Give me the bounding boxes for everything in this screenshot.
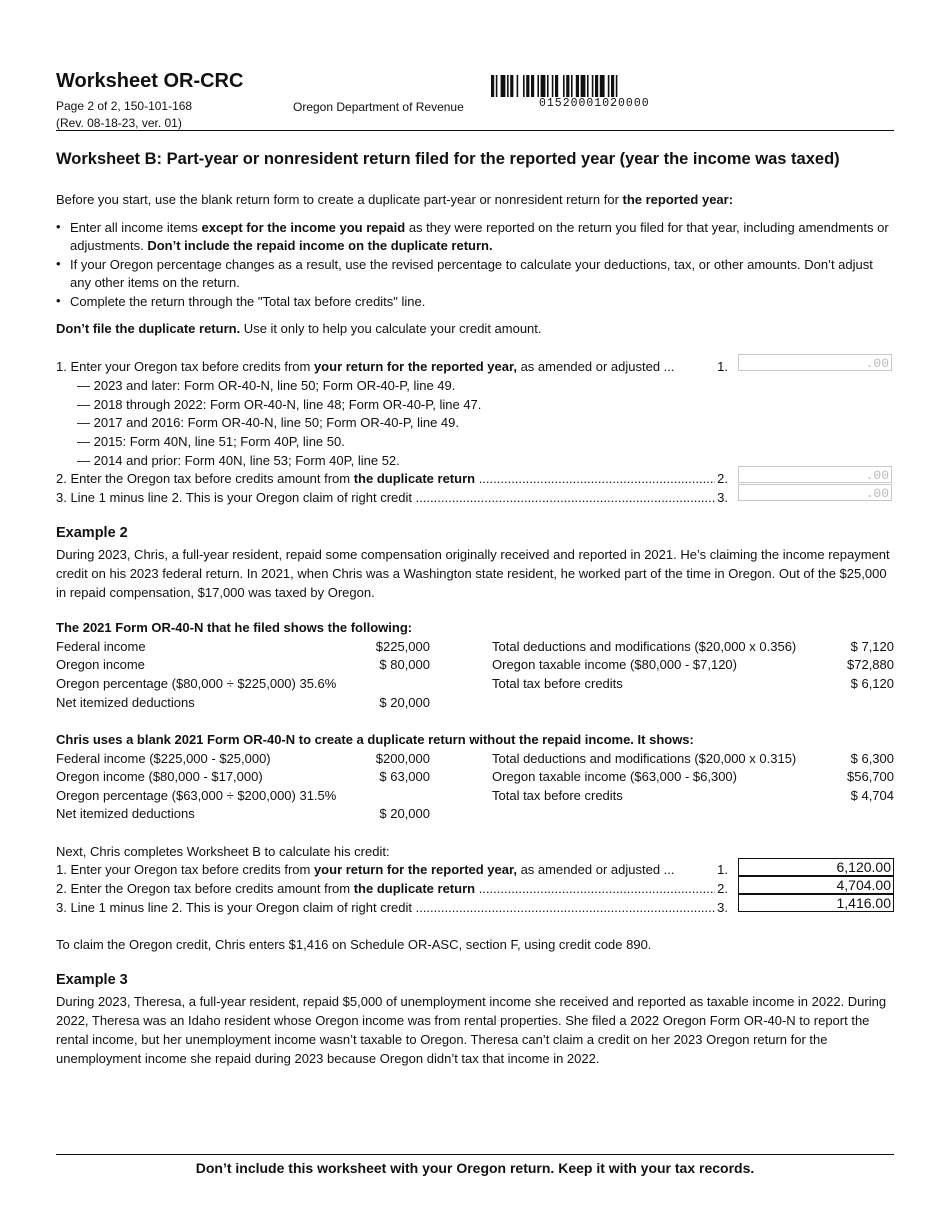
table-label: Total deductions and modifications ($20,000 x 0.315)	[492, 751, 797, 766]
table-value: $ 20,000	[379, 806, 430, 821]
table-label: Net itemized deductions	[56, 806, 195, 821]
table-label: Oregon taxable income ($63,000 - $6,300)	[492, 769, 737, 784]
table-value: $225,000	[375, 639, 430, 654]
table-label: Oregon percentage ($63,000 ÷ $200,000) 31.5%	[56, 788, 337, 803]
table-1-heading: The 2021 Form OR-40-N that he filed shows the following:	[56, 620, 413, 635]
next-step-text: Next, Chris completes Worksheet B to calculate his credit:	[56, 844, 390, 859]
example-line-2: 2. Enter the Oregon tax before credits amount from the duplicate return ..... 2.	[56, 881, 728, 896]
example-line-1-amount: 6,120.00	[738, 858, 894, 876]
table-label: Federal income	[56, 639, 146, 654]
worksheet-line-3: 3. Line 1 minus line 2. This is your Oregon claim of right credit ..... 3.	[56, 490, 728, 505]
table-value: $ 6,300	[850, 751, 894, 766]
line-1-note: — 2018 through 2022: Form OR-40-N, line 48; Form OR-40-P, line 47.	[77, 397, 482, 412]
line-1-note: — 2014 and prior: Form 40N, line 53; Form 40P, line 52.	[77, 453, 400, 468]
example-3-paragraph: During 2023, Theresa, a full-year resident, repaid $5,000 of unemployment income she received and reported as taxable income in 2022. During 2022, Theresa was an Idaho resident whose Oregon income was from rental properties. She filed a 2022 Oregon Form OR-40-N to report the rental income, but her unemployment income wasn’t taxable to Oregon. Theresa can’t claim a credit on her 2023 Oregon return for the unemployment income she repaid during 2023 because Oregon didn’t tax that income in 2022.	[56, 994, 887, 1066]
table-value: $56,700	[847, 769, 894, 784]
header-divider	[56, 130, 894, 131]
example-line-2-amount: 4,704.00	[738, 876, 894, 894]
table-label: Total tax before credits	[492, 676, 623, 691]
agency-name: Oregon Department of Revenue	[293, 100, 464, 114]
revision-info: (Rev. 08-18-23, ver. 01)	[56, 116, 182, 130]
bullet-item: • If your Oregon percentage changes as a result, use the revised percentage to calculate your deductions, tax, or other amounts. Don’t adjust any other items on the return.	[56, 256, 873, 290]
table-label: Oregon taxable income ($80,000 - $7,120)	[492, 657, 737, 672]
worksheet-line-1: 1. Enter your Oregon tax before credits from your return for the reported year, as amended or adjusted ... 1.	[56, 359, 728, 374]
dont-file-note: Don’t file the duplicate return. Use it only to help you calculate your credit amount.	[56, 321, 542, 336]
table-label: Oregon percentage ($80,000 ÷ $225,000) 35.6%	[56, 676, 337, 691]
table-label: Total tax before credits	[492, 788, 623, 803]
example-line-1: 1. Enter your Oregon tax before credits from your return for the reported year, as amended or adjusted ... 1.	[56, 862, 728, 877]
footer-divider	[56, 1154, 894, 1155]
worksheet-b-heading: Worksheet B: Part-year or nonresident return filed for the reported year (year the income was taxed)	[56, 150, 840, 168]
bullet-item: • Enter all income items except for the income you repaid as they were reported on the return you filed for that year, including amendments or adjustments. Don’t include the repaid income on the duplicate return.	[56, 219, 889, 253]
line-1-note: — 2015: Form 40N, line 51; Form 40P, line 50.	[77, 434, 345, 449]
intro-text: Before you start, use the blank return form to create a duplicate part-year or nonresident return for the reported year:	[56, 192, 734, 207]
worksheet-line-2: 2. Enter the Oregon tax before credits amount from the duplicate return ..... 2.	[56, 471, 728, 486]
table-value: $200,000	[375, 751, 430, 766]
line-2-amount-input[interactable]: .00	[738, 466, 892, 483]
table-value: $ 7,120	[850, 639, 894, 654]
example-3-heading: Example 3	[56, 972, 128, 988]
barcode	[491, 75, 703, 97]
table-label: Oregon income	[56, 657, 145, 672]
line-1-amount-input[interactable]: .00	[738, 354, 892, 371]
table-value: $ 6,120	[850, 676, 894, 691]
table-value: $ 4,704	[850, 788, 894, 803]
table-label: Net itemized deductions	[56, 695, 195, 710]
footer-note: Don’t include this worksheet with your Oregon return. Keep it with your tax records.	[195, 1160, 755, 1176]
example-2-heading: Example 2	[56, 525, 128, 541]
table-2-heading: Chris uses a blank 2021 Form OR-40-N to create a duplicate return without the repaid income. It shows:	[56, 732, 694, 747]
example-line-3: 3. Line 1 minus line 2. This is your Oregon claim of right credit ..... 3.	[56, 900, 728, 915]
table-label: Federal income ($225,000 - $25,000)	[56, 751, 271, 766]
example-2-paragraph: During 2023, Chris, a full-year resident, repaid some compensation originally received and reported in 2021. He’s claiming the income repayment credit on his 2023 federal return. In 2021, when Chris was a Washington state resident, he worked part of the time in Oregon. Out of the $25,000 in repaid compensation, $17,000 was taxed by Oregon.	[56, 547, 890, 600]
barcode-number: 01520001020000	[539, 97, 650, 110]
page-info: Page 2 of 2, 150-101-168	[56, 99, 193, 113]
line-3-amount-input[interactable]: .00	[738, 484, 892, 501]
claim-text: To claim the Oregon credit, Chris enters $1,416 on Schedule OR-ASC, section F, using credit code 890.	[56, 937, 652, 952]
bullet-item: • Complete the return through the "Total tax before credits" line.	[56, 293, 426, 309]
table-label: Total deductions and modifications ($20,000 x 0.356)	[492, 639, 797, 654]
table-value: $ 63,000	[379, 769, 430, 784]
table-value: $ 20,000	[379, 695, 430, 710]
line-1-note: — 2017 and 2016: Form OR-40-N, line 50; Form OR-40-P, line 49.	[77, 415, 459, 430]
line-1-note: — 2023 and later: Form OR-40-N, line 50; Form OR-40-P, line 49.	[77, 378, 456, 393]
form-title: Worksheet OR-CRC	[56, 70, 244, 92]
table-label: Oregon income ($80,000 - $17,000)	[56, 769, 263, 784]
example-line-3-amount: 1,416.00	[738, 894, 894, 912]
table-value: $72,880	[847, 657, 894, 672]
table-value: $ 80,000	[379, 657, 430, 672]
